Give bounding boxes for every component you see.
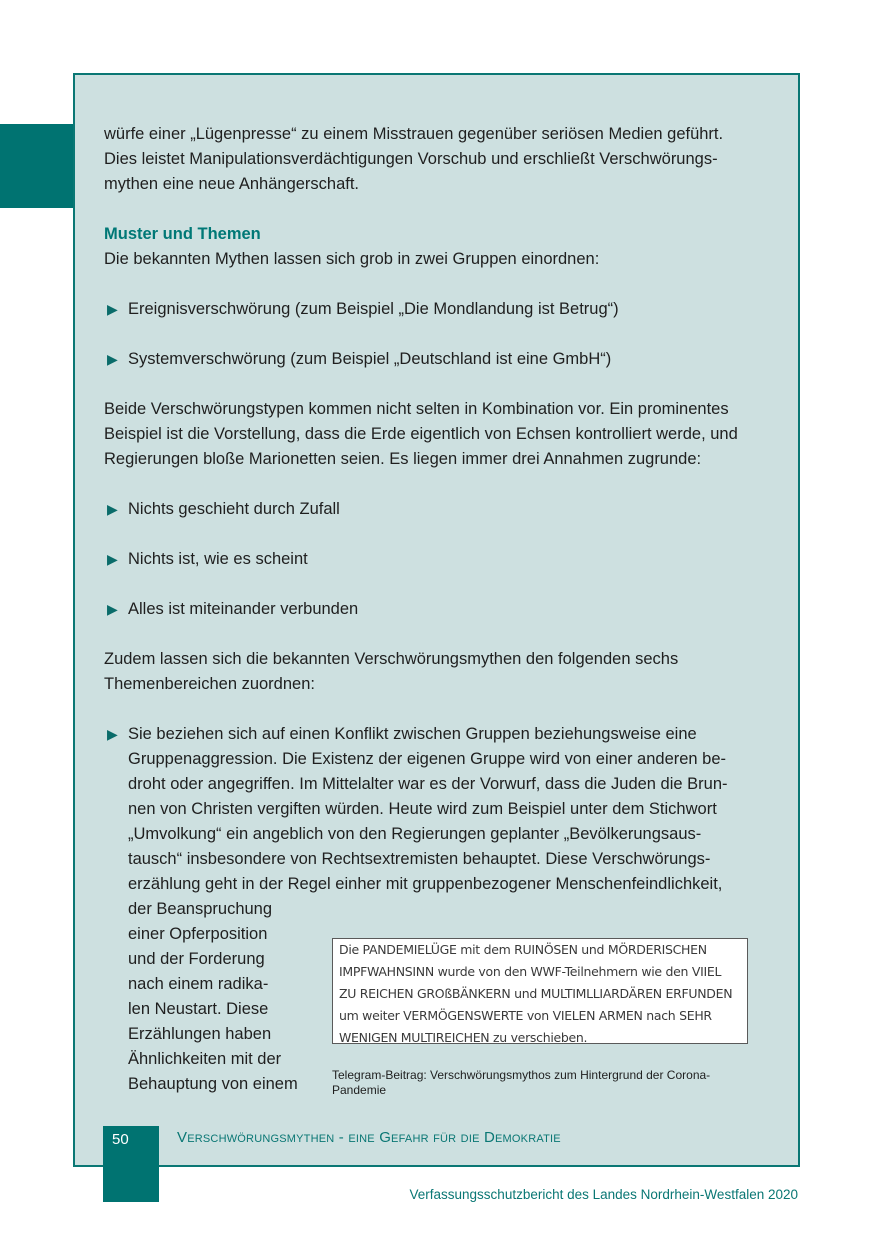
theme-line: Erzählungen haben: [128, 1025, 272, 1043]
theme-line: Sie beziehen sich auf einen Konflikt zwischen Gruppen beziehungsweise eine: [128, 725, 697, 743]
list-item-assumption: ▶ Nichts geschieht durch Zufall: [104, 497, 774, 522]
theme-line: nen von Christen vergiften würden. Heute wird zum Beispiel unter dem Stichwort: [128, 800, 717, 818]
theme-line: Gruppenaggression. Die Existenz der eigenen Gruppe wird von einer anderen be-: [128, 750, 727, 768]
triangle-right-icon: ▶: [107, 301, 118, 317]
theme-line: der Beanspruchung: [128, 900, 273, 918]
intro-line: Dies leistet Manipulationsverdächtigungen Vorschub und erschließt Verschwörungs-: [104, 150, 718, 168]
figure-caption: Telegram-Beitrag: Verschwörungsmythos zum Hintergrund der Corona-Pandemie: [332, 1068, 711, 1097]
themes-intro-line: Zudem lassen sich die bekannten Verschwörungsmythen den folgenden sechs: [104, 650, 679, 668]
telegram-post-line: um weiter VERMÖGENSWERTE von VIELEN ARMEN nach SEHR: [339, 1008, 712, 1023]
section-lead: Die bekannten Mythen lassen sich grob in zwei Gruppen einordnen:: [104, 250, 600, 268]
intro-line: mythen eine neue Anhängerschaft.: [104, 175, 360, 193]
side-tab-marker: [0, 124, 74, 208]
theme-narrow-column: [128, 897, 328, 1097]
list-item-type: ▶ Systemverschwörung (zum Beispiel „Deutschland ist eine GmbH“): [104, 347, 774, 372]
triangle-right-icon: ▶: [107, 551, 118, 567]
combination-line: Regierungen bloße Marionetten seien. Es liegen immer drei Annahmen zugrunde:: [104, 450, 702, 468]
publication-title: Verfassungsschutzbericht des Landes Nordrhein-Westfalen 2020: [409, 1187, 798, 1202]
theme-line: tausch“ insbesondere von Rechtsextremisten behauptet. Diese Verschwörungs-: [128, 850, 711, 868]
telegram-post-line: WENIGEN MULTIREICHEN zu verschieben.: [339, 1030, 588, 1044]
combination-line: Beide Verschwörungstypen kommen nicht selten in Kombination vor. Ein prominentes: [104, 400, 729, 418]
theme-line: Behauptung von einem: [128, 1075, 298, 1093]
list-item-theme: [104, 722, 788, 897]
triangle-right-icon: ▶: [107, 351, 118, 367]
running-title: Verschwörungsmythen - eine Gefahr für die Demokratie: [177, 1129, 561, 1146]
theme-line: und der Forderung: [128, 950, 265, 968]
combination-line: Beispiel ist die Vorstellung, dass die Erde eigentlich von Echsen kontrolliert werde, und: [104, 425, 738, 443]
themes-intro-line: Themenbereichen zuordnen:: [104, 675, 315, 693]
theme-line: „Umvolkung“ ein angeblich von den Regierungen geplanter „Bevölkerungsaus-: [128, 825, 702, 843]
list-item-type: ▶ Ereignisverschwörung (zum Beispiel „Die Mondlandung ist Betrug“): [104, 297, 774, 322]
list-item-assumption: ▶ Nichts ist, wie es scheint: [104, 547, 774, 572]
theme-line: droht oder angegriffen. Im Mittelalter war es der Vorwurf, dass die Juden die Brun-: [128, 775, 728, 793]
theme-line: len Neustart. Diese: [128, 1000, 269, 1018]
page-number: 50: [103, 1126, 159, 1202]
list-item-assumption: ▶ Alles ist miteinander verbunden: [104, 597, 774, 622]
triangle-right-icon: ▶: [107, 601, 118, 617]
telegram-post-screenshot: [332, 938, 748, 1044]
triangle-right-icon: ▶: [107, 501, 118, 517]
telegram-post-line: IMPFWAHNSINN wurde von den WWF-Teilnehmern wie den VIIEL: [339, 964, 722, 979]
triangle-right-icon: ▶: [107, 726, 118, 742]
section-heading: Muster und Themen: [104, 225, 261, 243]
theme-line: nach einem radika-: [128, 975, 269, 993]
intro-line: würfe einer „Lügenpresse“ zu einem Misstrauen gegenüber seriösen Medien geführt.: [104, 125, 724, 143]
theme-line: einer Opferposition: [128, 925, 268, 943]
box-text: [104, 122, 774, 697]
telegram-post-line: ZU REICHEN GROßBÄNKERN und MULTIMLLIARDÄREN ERFUNDEN: [339, 986, 733, 1001]
telegram-post-line: Die PANDEMIELÜGE mit dem RUINÖSEN und MÖRDERISCHEN: [339, 942, 707, 957]
theme-line: Ähnlichkeiten mit der: [128, 1050, 282, 1068]
theme-line: erzählung geht in der Regel einher mit gruppenbezogener Menschenfeindlichkeit,: [128, 875, 723, 893]
